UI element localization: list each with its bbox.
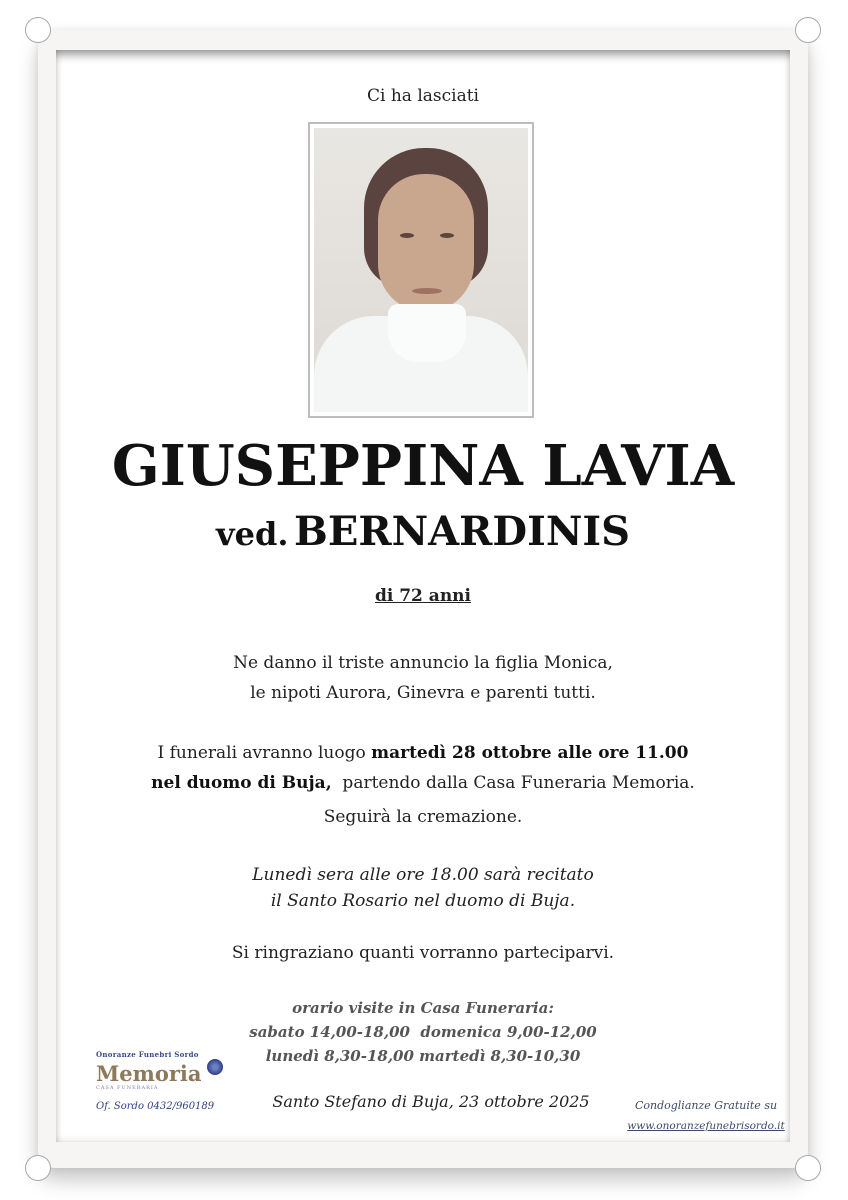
age-text: di 72 anni bbox=[374, 586, 472, 606]
rosary-text: Lunedì sera alle ore 18.00 sarà recitato il Santo Rosario nel duomo di Buja. bbox=[252, 865, 594, 911]
place-date: Santo Stefano di Buja, 23 ottobre 2025 bbox=[272, 1092, 590, 1111]
married-prefix: ved. bbox=[216, 515, 289, 553]
visiting-hours-line: lunedì 8,30-18,00 martedì 8,30-10,30 bbox=[265, 1047, 581, 1065]
married-name bbox=[56, 508, 790, 555]
married-surname: BERNARDINIS bbox=[294, 508, 630, 555]
announcement-line: le nipoti Aurora, Ginevra e parenti tutti. bbox=[250, 683, 596, 703]
funeral-location: nel duomo di Buja, bbox=[151, 773, 332, 793]
funeral-home-logo bbox=[96, 1050, 246, 1130]
intro-text: Ci ha lasciati bbox=[367, 86, 479, 106]
obituary-paper bbox=[56, 50, 790, 1142]
portrait-image bbox=[314, 128, 528, 412]
announcement bbox=[56, 648, 790, 708]
cremation-text: Seguirà la cremazione. bbox=[323, 807, 523, 827]
condolences-link[interactable]: www.onoranzefunebrisordo.it bbox=[627, 1120, 785, 1132]
funeral-date: martedì 28 ottobre alle ore 11.00 bbox=[371, 743, 689, 763]
thanks-text: Si ringraziano quanti vorranno parteciparvi. bbox=[231, 943, 615, 963]
logo-top-text: Onoranze Funebri Sordo bbox=[96, 1050, 199, 1059]
notice-frame bbox=[38, 30, 808, 1168]
rose-icon bbox=[207, 1059, 223, 1075]
funeral-line: I funerali avranno luogo martedì 28 ottobre alle ore 11.00 bbox=[157, 743, 689, 763]
funeral-details bbox=[56, 738, 790, 798]
frame-corner bbox=[25, 1155, 51, 1181]
visiting-hours-title: orario visite in Casa Funeraria: bbox=[292, 999, 554, 1017]
condolences bbox=[616, 1096, 796, 1136]
logo-sub-text: CASA FUNERARIA bbox=[96, 1085, 159, 1091]
announcement-line: Ne danno il triste annuncio la figlia Monica, bbox=[233, 653, 613, 673]
visiting-hours-line: sabato 14,00-18,00 domenica 9,00-12,00 bbox=[249, 1023, 597, 1041]
logo-main-text: Memoria bbox=[96, 1061, 202, 1086]
condolences-label: Condoglianze Gratuite su bbox=[634, 1099, 778, 1112]
logo-phone: Of. Sordo 0432/960189 bbox=[96, 1101, 215, 1112]
funeral-line: nel duomo di Buja, partendo dalla Casa Funeraria Memoria. bbox=[151, 773, 695, 793]
portrait-photo bbox=[308, 122, 534, 418]
frame-corner bbox=[795, 1155, 821, 1181]
deceased-name: GIUSEPPINA LAVIA bbox=[111, 433, 735, 499]
